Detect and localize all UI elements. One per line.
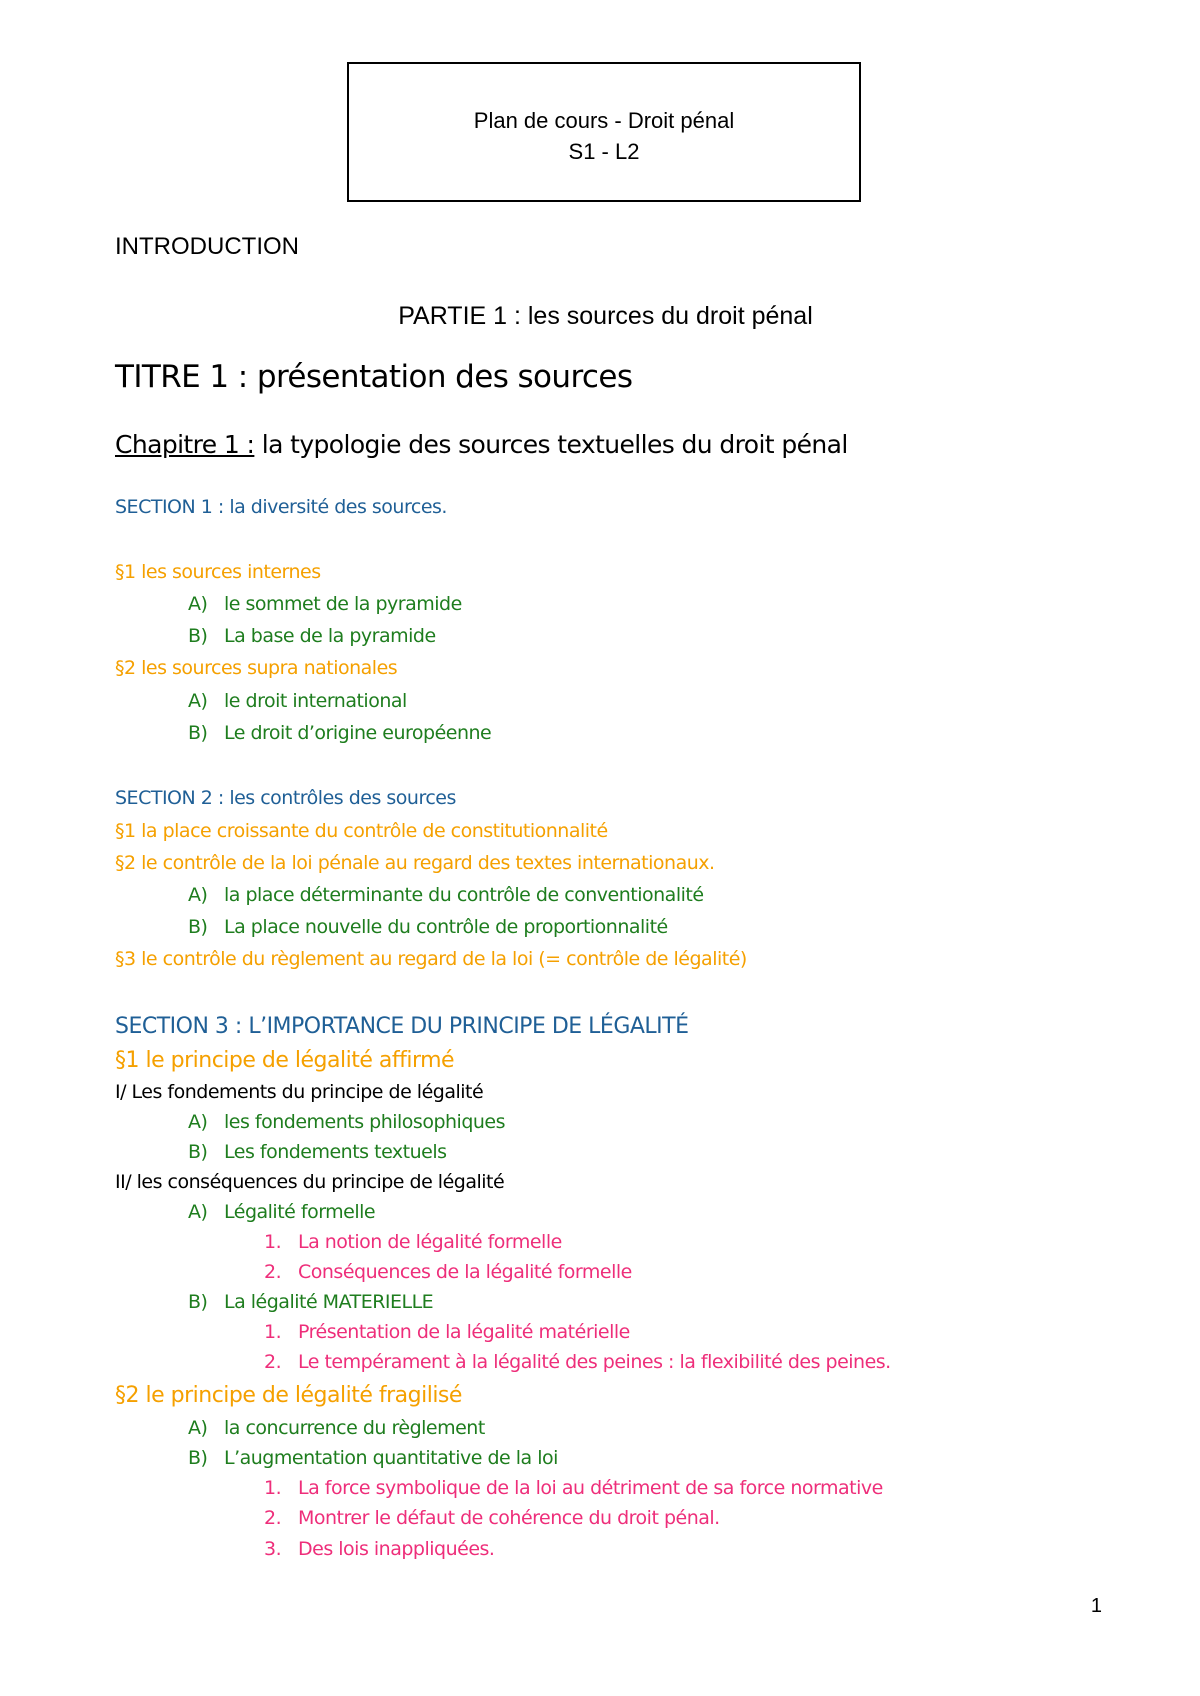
number-marker: 1. [264,1477,282,1499]
numbered-item [264,1507,720,1529]
list-item-text: le droit international [224,690,407,712]
section-2-paragraph-1: §1 la place croissante du contrôle de constitutionnalité [115,820,608,842]
list-item-text: la place déterminante du contrôle de conventionalité [224,884,704,906]
list-item [188,1141,447,1163]
list-item [188,690,407,712]
list-item [188,1111,505,1133]
list-marker: A) [188,593,208,615]
list-item [188,1447,558,1469]
number-marker: 1. [264,1321,282,1343]
list-marker: A) [188,1201,208,1223]
list-item-text: L’augmentation quantitative de la loi [224,1447,558,1469]
list-item-text: Légalité formelle [224,1201,376,1223]
list-item [188,1201,375,1223]
course-title-box [347,62,861,202]
list-marker: A) [188,884,208,906]
numbered-item-text: Présentation de la légalité matérielle [298,1321,630,1343]
titre-heading: TITRE 1 : présentation des sources [115,359,633,395]
numbered-item [264,1351,891,1373]
numbered-item [264,1261,632,1283]
introduction-heading: INTRODUCTION [115,233,299,260]
list-item-text: La base de la pyramide [224,625,436,647]
list-marker: B) [188,625,208,647]
chapter-heading [115,430,848,459]
list-marker: B) [188,1447,208,1469]
section-3-paragraph-2: §2 le principe de légalité fragilisé [115,1383,462,1408]
list-item-text: la concurrence du règlement [224,1417,485,1439]
numbered-item-text: Le tempérament à la légalité des peines : la flexibilité des peines. [298,1351,891,1373]
section-2-paragraph-2: §2 le contrôle de la loi pénale au regard des textes internationaux. [115,852,715,874]
partie-heading: PARTIE 1 : les sources du droit pénal [398,302,813,330]
list-item [188,625,436,647]
list-item [188,722,491,744]
list-item [188,884,704,906]
section-1-paragraph-1: §1 les sources internes [115,561,321,583]
subheading-I: I/ Les fondements du principe de légalité [115,1081,484,1103]
numbered-item-text: La force symbolique de la loi au détriment de sa force normative [298,1477,883,1499]
number-marker: 2. [264,1351,282,1373]
numbered-item-text: Montrer le défaut de cohérence du droit pénal. [298,1507,720,1529]
section-1-paragraph-2: §2 les sources supra nationales [115,657,398,679]
section-3-title: SECTION 3 : L’IMPORTANCE DU PRINCIPE DE LÉGALITÉ [115,1014,689,1039]
course-level: S1 - L2 [568,139,640,164]
list-marker: B) [188,722,208,744]
list-item [188,1417,485,1439]
section-2-title: SECTION 2 : les contrôles des sources [115,787,456,809]
list-marker: B) [188,1141,208,1163]
section-2-paragraph-3: §3 le contrôle du règlement au regard de la loi (= contrôle de légalité) [115,948,747,970]
list-item-text: les fondements philosophiques [224,1111,506,1133]
list-item-text: Les fondements textuels [224,1141,447,1163]
list-marker: A) [188,690,208,712]
list-item-text: La légalité MATERIELLE [224,1291,434,1313]
list-marker: B) [188,916,208,938]
list-item-text: Le droit d’origine européenne [224,722,492,744]
number-marker: 1. [264,1231,282,1253]
numbered-item-text: Des lois inappliquées. [298,1538,495,1560]
subheading-II: II/ les conséquences du principe de légalité [115,1171,505,1193]
number-marker: 3. [264,1538,282,1560]
list-item [188,916,668,938]
chapter-label: Chapitre 1 : [115,430,255,459]
numbered-item [264,1538,494,1560]
section-1-title: SECTION 1 : la diversité des sources. [115,496,447,518]
list-marker: B) [188,1291,208,1313]
list-marker: A) [188,1111,208,1133]
list-item [188,1291,433,1313]
number-marker: 2. [264,1261,282,1283]
section-3-paragraph-1: §1 le principe de légalité affirmé [115,1048,455,1073]
page-number: 1 [1090,1595,1102,1617]
course-title: Plan de cours - Droit pénal [473,108,735,133]
numbered-item-text: La notion de légalité formelle [298,1231,562,1253]
list-item [188,593,462,615]
numbered-item [264,1477,883,1499]
numbered-item [264,1321,630,1343]
numbered-item [264,1231,562,1253]
numbered-item-text: Conséquences de la légalité formelle [298,1261,632,1283]
list-item-text: le sommet de la pyramide [224,593,462,615]
number-marker: 2. [264,1507,282,1529]
chapter-text: la typologie des sources textuelles du droit pénal [254,430,848,459]
list-item-text: La place nouvelle du contrôle de proportionnalité [224,916,668,938]
list-marker: A) [188,1417,208,1439]
